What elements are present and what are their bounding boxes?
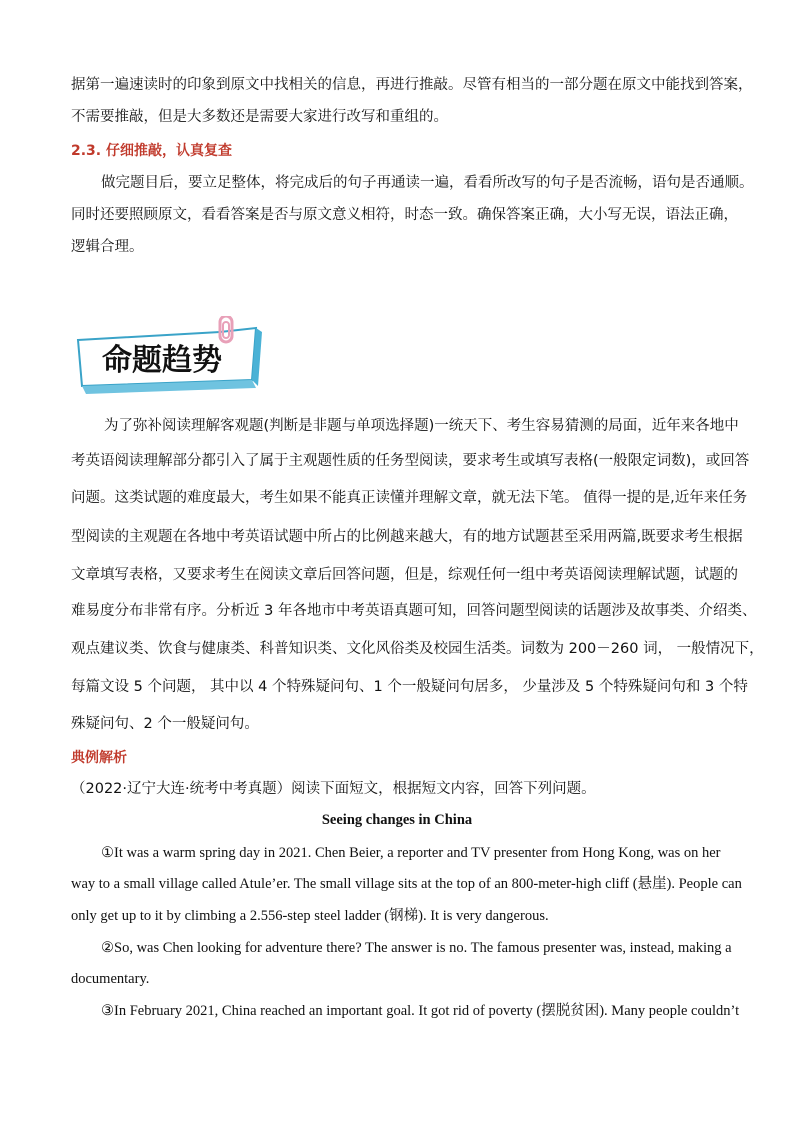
paragraph-line: 考英语阅读理解部分都引入了属于主观题性质的任务型阅读，要求考生或填写表格(一般限定词数)，或回答 (71, 453, 750, 469)
paragraph-line: 问题。这类试题的难度最大，考生如果不能真正读懂并理解文章，就无法下笔。 值得一提的是,近年来任务 (71, 490, 748, 506)
paragraph-line: 文章填写表格，又要求考生在阅读文章后回答问题，但是，综观任何一组中考英语阅读理解试题，试题的 (71, 567, 738, 583)
paragraph-line: 据第一遍速读时的印象到原文中找相关的信息，再进行推敲。尽管有相当的一部分题在原文中能找到答案， (71, 77, 753, 93)
article-line: ③In February 2021, China reached an important goal. It got rid of poverty (摆脱贫困). Many people couldn’t (101, 1003, 740, 1019)
article-line: ②So, was Chen looking for adventure there? The answer is no. The famous presenter was, instead, making a (101, 940, 732, 956)
paragraph-line: 每篇文设 5 个问题， 其中以 4 个特殊疑问句、1 个一般疑问句居多， 少量涉及 5 个特殊疑问句和 3 个特 (71, 679, 748, 695)
paragraph-line: 为了弥补阅读理解客观题(判断是非题与单项选择题)一统天下、考生容易猜测的局面，近年来各地中 (104, 418, 739, 434)
article-line: way to a small village called Atule’er. The small village sits at the top of an 800-meter-high cliff (悬崖). People can (71, 876, 742, 892)
paragraph-line: 殊疑问句、2 个一般疑问句。 (71, 716, 259, 732)
article-title: Seeing changes in China (321, 812, 473, 828)
paragraph-line: 难易度分布非常有序。分析近 3 年各地市中考英语真题可知，回答问题型阅读的话题涉及故事类、介绍类、 (71, 603, 757, 619)
article-line: ①It was a warm spring day in 2021. Chen Beier, a reporter and TV presenter from Hong Kong, was on her (101, 845, 721, 861)
banner-title: 命题趋势 (102, 343, 222, 378)
paragraph-line: 观点建议类、饮食与健康类、科普知识类、文化风俗类及校园生活类。词数为 200－260 词， 一般情况下， (71, 641, 764, 657)
paragraph-line: 做完题目后，要立足整体，将完成后的句子再通读一遍，看看所改写的句子是否流畅，语句是否通顺。 (101, 175, 754, 191)
trend-banner (70, 316, 265, 396)
section-heading: 2.3. 仔细推敲，认真复查 (71, 143, 232, 159)
paragraph-line: 同时还要照顾原文，看看答案是否与原文意义相符，时态一致。确保答案正确，大小写无误，语法正确， (71, 207, 738, 223)
article-line: only get up to it by climbing a 2.556-step steel ladder (钢梯). It is very dangerous. (71, 908, 549, 924)
paragraph-line: 型阅读的主观题在各地中考英语试题中所占的比例越来越大，有的地方试题甚至采用两篇,既要求考生根据 (71, 529, 743, 545)
paragraph-line: 逻辑合理。 (71, 239, 144, 255)
example-heading: 典例解析 (71, 750, 127, 766)
example-intro: （2022·辽宁大连·统考中考真题）阅读下面短文，根据短文内容，回答下列问题。 (71, 781, 596, 797)
paperclip-icon (220, 316, 232, 342)
paragraph-line: 不需要推敲，但是大多数还是需要大家进行改写和重组的。 (71, 109, 448, 125)
article-line: documentary. (71, 971, 150, 987)
